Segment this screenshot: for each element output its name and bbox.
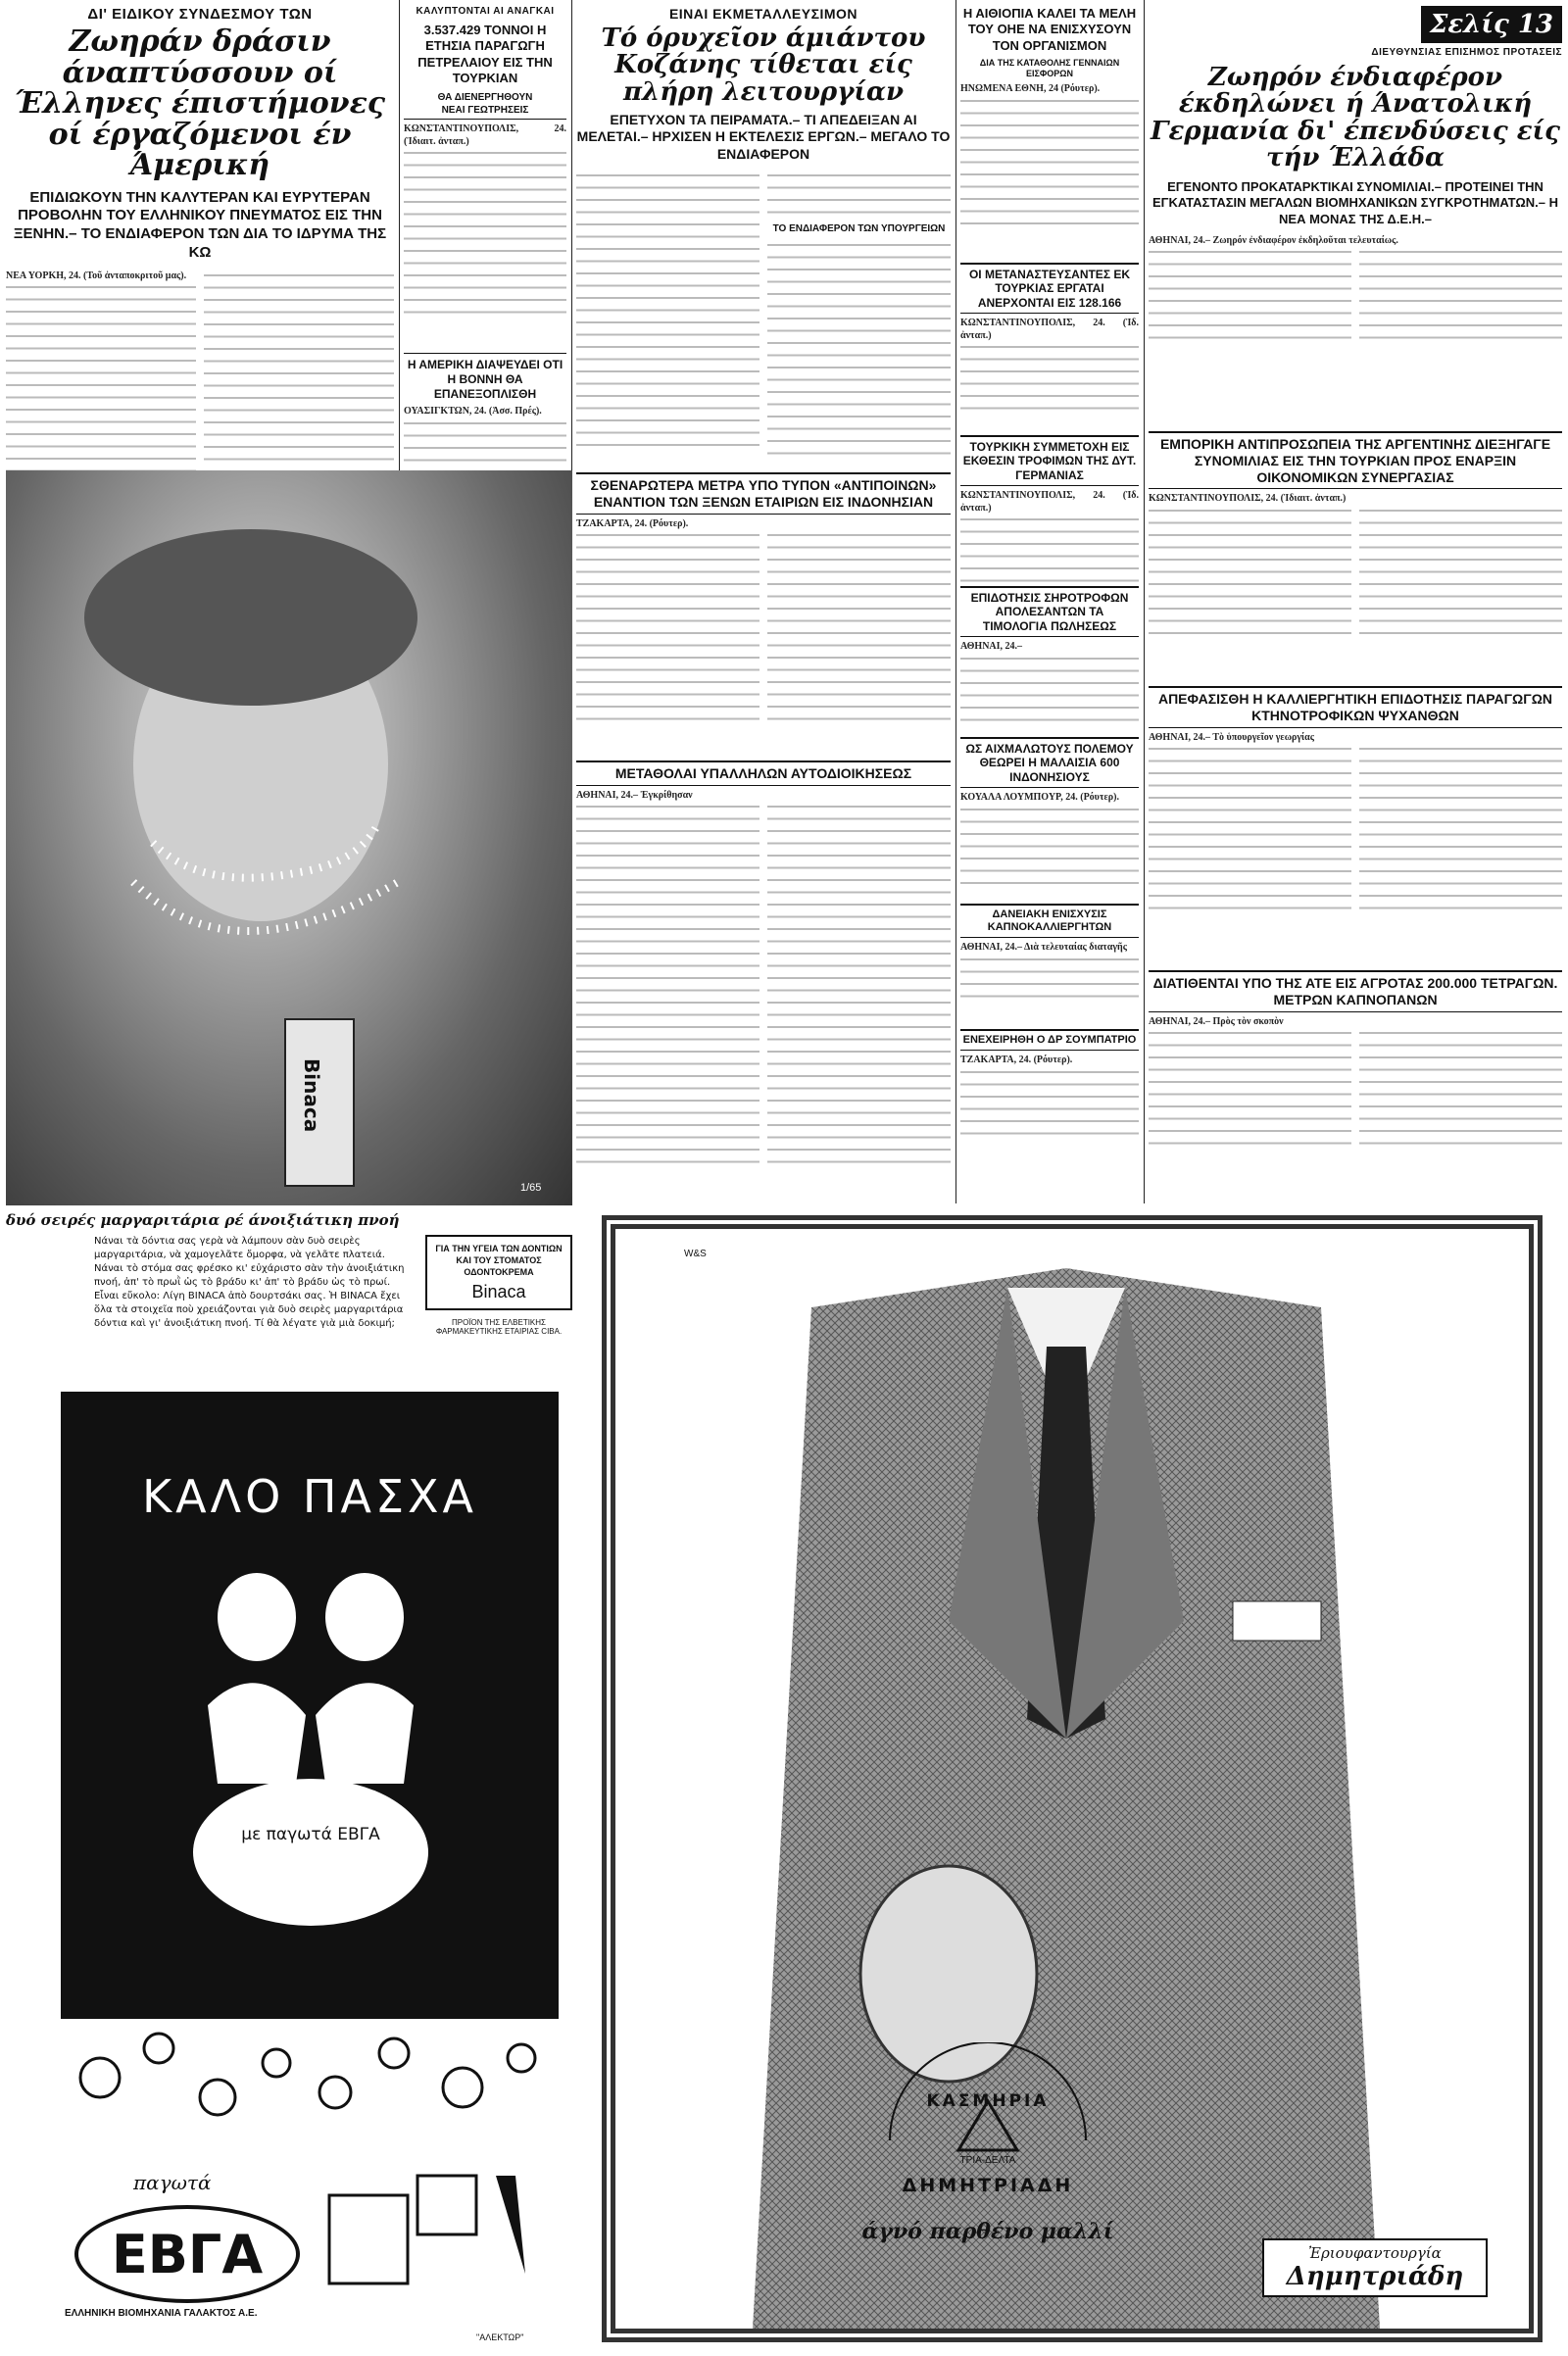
article-subhead: ΕΓΕΝΟΝΤΟ ΠΡΟΚΑΤΑΡΚΤΙΚΑΙ ΣΥΝΟΜΙΛΙΑΙ.– ΠΡΟΤΕΙΝΕΙ ΤΗΝ ΕΓΚΑΤΑΣΤΑΣΙΝ ΜΕΓΑΛΩΝ ΒΙΟΜΗΧΑΝΙΚΩΝ ΣΥΓΚΡΟΤΗΜΑΤΩΝ.– Η ΝΕΑ ΜΟΝΑΣ ΤΗΣ Δ.Ε.Η.– bbox=[1152, 179, 1558, 226]
article-sumpatrio bbox=[960, 1029, 1139, 1176]
article-headline: ΜΕΤΑΘΟΛΑΙ ΥΠΑΛΛΗΛΩΝ ΑΥΤΟΔΙΟΙΚΗΣΕΩΣ bbox=[576, 761, 951, 786]
article-america-bonn bbox=[404, 353, 566, 470]
article-body-placeholder bbox=[960, 805, 1139, 888]
article-headline: ΕΜΠΟΡΙΚΗ ΑΝΤΙΠΡΟΣΩΠΕΙΑ ΤΗΣ ΑΡΓΕΝΤΙΝΗΣ ΔΙΕΞΗΓΑΓΕ ΣΥΝΟΜΙΛΙΑΣ ΕΙΣ ΤΗΝ ΤΟΥΡΚΙΑΝ ΠΡΟΣ ΕΝΑΡΞΙΝ ΟΙΚΟΝΟΜΙΚΩΝ ΣΥΝΕΡΓΑΣΙΑΣ bbox=[1149, 431, 1562, 489]
article-body-placeholder bbox=[960, 342, 1139, 416]
binaca-box-text: ΓΙΑ ΤΗΝ ΥΓΕΙΑ ΤΩΝ ΔΟΝΤΙΩΝ ΚΑΙ ΤΟΥ ΣΤΟΜΑΤΟΣ ΟΔΟΝΤΟΚΡΕΜΑ bbox=[435, 1244, 563, 1277]
kasmiria-brand-bottom: ΔΗΜΗΤΡΙΑΔΗ bbox=[902, 2175, 1074, 2196]
binaca-body: Νάναι τὰ δόντια σας γερὰ νὰ λάμπουν σὰν δυὸ σειρὲς μαργαριτάρια, νὰ χαμογελᾶτε ὄμορφα, νὰ γελᾶτε πλατειά. Νάναι τὸ στόμα σας φρέσκο κι' εὐχάριστο σὰν τὴν ἀνοιξιάτικη πνοή, ἀπ' τὸ πρωῒ ὡς τὸ βράδυ κι' ἀπ' τὸ βράδυ ὡς τὸ πρωί. Εἶναι εὔκολο: Λίγη BINACA ἀπὸ δουρτσάκι σας. Ἡ BINACA ἔχει ὅλα τὰ στοιχεῖα ποὺ χρειάζονται γιὰ δυὸ σειρὲς μαργαριτάρια δόντια καὶ γι' ἀνοιξιάτικη πνοή. Τί θὰ λέγατε γιὰ μιὰ δοκιμή; bbox=[94, 1236, 405, 1329]
binaca-photo bbox=[6, 470, 572, 1205]
article-headline: ΔΑΝΕΙΑΚΗ ΕΝΙΣΧΥΣΙΣ ΚΑΠΝΟΚΑΛΛΙΕΡΓΗΤΩΝ bbox=[960, 904, 1139, 938]
page-label: Σελίς 13 bbox=[1429, 10, 1554, 39]
article-subhead-1: ΘΑ ΔΙΕΝΕΡΓΗΘΟΥΝ bbox=[437, 92, 533, 103]
article-scientists bbox=[6, 6, 394, 466]
article-headline: Ζωηράν δράσιν άναπτύσσουν οί Έλληνες έπιστήμονες οί έργαζόμενοι έν Άμερική bbox=[14, 25, 386, 182]
article-kicker: ΚΑΛΥΠΤΟΝΤΑΙ ΑΙ ΑΝΑΓΚΑΙ bbox=[416, 6, 555, 17]
article-headline: 3.537.429 ΤΟΝΝΟΙ Η ΕΤΗΣΙΑ ΠΑΡΑΓΩΓΗ ΠΕΤΡΕΛΑΙΟΥ ΕΙΣ ΤΗΝ ΤΟΥΡΚΙΑΝ bbox=[417, 23, 553, 85]
article-dateline: ΑΘΗΝΑΙ, 24.– Ζωηρόν ἐνδιαφέρον ἐκδηλοῦται τελευταίως. bbox=[1149, 234, 1398, 246]
article-dateline: ΗΝΩΜΕΝΑ ΕΘΝΗ, 24 (Ρόυτερ). bbox=[960, 83, 1101, 95]
article-inner-head: ΤΟ ΕΝΔΙΑΦΕΡΟΝ ΤΩΝ ΥΠΟΥΡΓΕΙΩΝ bbox=[772, 223, 946, 235]
woman-portrait-illustration bbox=[6, 470, 572, 1205]
article-body-placeholder bbox=[960, 1067, 1139, 1141]
binaca-brand: Binaca bbox=[471, 1282, 526, 1301]
article-kicker: ΕΙΝΑΙ ΕΚΜΕΤΑΛΛΕΥΣΙΜΟΝ bbox=[668, 6, 858, 22]
photo-code: 1/65 bbox=[520, 1182, 542, 1194]
evga-headline: ΚΑΛΟ ΠΑΣΧΑ bbox=[141, 1470, 478, 1523]
article-body-placeholder bbox=[1149, 744, 1351, 910]
ice-cream-products-illustration bbox=[319, 2136, 545, 2293]
kasmiria-brand-top: ΚΑΣΜΗΡΙΑ bbox=[926, 2091, 1050, 2111]
article-body-placeholder bbox=[204, 270, 394, 491]
kasmiria-signature-big: Δημητριάδη bbox=[1286, 2262, 1464, 2291]
article-body-placeholder bbox=[1359, 1028, 1562, 1146]
binaca-footer: ΠΡΟΪΟΝ ΤΗΣ ΕΛΒΕΤΙΚΗΣ ΦΑΡΜΑΚΕΥΤΙΚΗΣ ΕΤΑΙΡΙΑΣ CIBA. bbox=[435, 1318, 563, 1336]
article-body-placeholder bbox=[1359, 247, 1562, 345]
kasmiria-emblem bbox=[870, 2042, 1105, 2238]
article-headline: ΕΝΕΧΕΙΡΗΘΗ Ο ΔΡ ΣΟΥΜΠΑΤΡΙΟ bbox=[960, 1029, 1139, 1051]
ad-kasmiria bbox=[602, 1215, 1543, 2342]
article-body-placeholder bbox=[576, 530, 760, 726]
tube-label: Binaca bbox=[300, 1058, 323, 1133]
masthead-note: ΔΙΕΥΘΥΝΣΙΑΣ ΕΠΙΣΗΜΟΣ ΠΡΟΤΑΣΕΙΣ bbox=[1371, 47, 1562, 58]
article-dateline: ΚΩΝΣΤΑΝΤΙΝΟΥΠΟΛΙΣ, 24. (Ἰδιαιτ. ἀνταπ.) bbox=[1149, 493, 1347, 505]
article-body-placeholder bbox=[1149, 1028, 1351, 1146]
kasmiria-slogan: άγνό παρθένο μαλλί bbox=[861, 2219, 1114, 2244]
article-dateline: ΑΘΗΝΑΙ, 24.– Ἐγκρίθησαν bbox=[576, 789, 693, 801]
article-kicker: ΔΙ' ΕΙΔΙΚΟΥ ΣΥΝΔΕΣΜΟΥ ΤΩΝ bbox=[87, 6, 313, 23]
page-label-box bbox=[1421, 6, 1562, 43]
children-silhouette-illustration bbox=[61, 1392, 559, 2019]
article-body-placeholder bbox=[960, 96, 1139, 228]
article-headline: ΑΠΕΦΑΣΙΣΘΗ Η ΚΑΛΛΙΕΡΓΗΤΙΚΗ ΕΠΙΔΟΤΗΣΙΣ ΠΑΡΑΓΩΓΩΝ ΚΤΗΝΟΤΡΟΦΙΚΩΝ ΨΥΧΑΝΘΩΝ bbox=[1149, 686, 1562, 728]
ad-binaca-copy bbox=[6, 1211, 572, 1383]
article-subsidy bbox=[1149, 686, 1562, 965]
article-dateline: ΚΟΥΑΛΑ ΛΟΥΜΠΟΥΡ, 24. (Ρόυτερ). bbox=[960, 792, 1119, 804]
article-body-placeholder bbox=[767, 802, 951, 1164]
article-body-placeholder bbox=[767, 240, 951, 456]
article-body-placeholder bbox=[404, 418, 566, 467]
article-subhead: ΕΠΙΔΙΩΚΟΥΝ ΤΗΝ ΚΑΛΥΤΕΡΑΝ ΚΑΙ ΕΥΡΥΤΕΡΑΝ ΠΡΟΒΟΛΗΝ ΤΟΥ ΕΛΛΗΝΙΚΟΥ ΠΝΕΥΜΑΤΟΣ ΕΙΣ ΤΗΝ ΞΕΝΗΝ.– ΤΟ ΕΝΔΙΑΦΕΡΟΝ ΤΩΝ ΔΙΑ ΤΟ ΙΔΡΥΜΑ ΤΗΣ ΚΩ bbox=[13, 188, 387, 261]
article-body-placeholder bbox=[576, 802, 760, 1164]
article-transfers bbox=[576, 761, 951, 1182]
article-dateline: ΚΩΝΣΤΑΝΤΙΝΟΥΠΟΛΙΣ, 24. (Ἰδιαιτ. ἀνταπ.) bbox=[404, 123, 566, 147]
article-headline: ΤΟΥΡΚΙΚΗ ΣΥΜΜΕΤΟΧΗ ΕΙΣ ΕΚΘΕΣΙΝ ΤΡΟΦΙΜΩΝ ΤΗΣ ΔΥΤ. ΓΕΡΜΑΝΙΑΣ bbox=[960, 435, 1139, 486]
article-headline: Η ΑΜΕΡΙΚΗ ΔΙΑΨΕΥΔΕΙ ΟΤΙ Η ΒΟΝΝΗ ΘΑ ΕΠΑΝΕΞΟΠΛΙΣΘΗ bbox=[404, 353, 566, 402]
article-dateline: ΝΕΑ ΥΟΡΚΗ, 24. (Τοῦ ἀνταποκριτοῦ μας). bbox=[6, 270, 187, 281]
article-petroleum bbox=[404, 6, 566, 349]
article-dateline: ΚΩΝΣΤΑΝΤΙΝΟΥΠΟΛΙΣ, 24. (Ἰδ. ἀνταπ.) bbox=[960, 490, 1139, 514]
article-body-placeholder bbox=[576, 171, 760, 455]
evga-logo-text: ΕΒΓΑ bbox=[111, 2223, 264, 2285]
article-antipoints bbox=[576, 472, 951, 757]
article-loans bbox=[960, 904, 1139, 1026]
evga-credit: "ΑΛΕΚΤΩΡ" bbox=[476, 2332, 524, 2342]
article-food-exhibit bbox=[960, 435, 1139, 582]
article-headline: ΔΙΑΤΙΘΕΝΤΑΙ ΥΠΟ ΤΗΣ ΑΤΕ ΕΙΣ ΑΓΡΟΤΑΣ 200.000 ΤΕΤΡΑΓΩΝ. ΜΕΤΡΩΝ ΚΑΠΝΟΠΑΝΩΝ bbox=[1149, 970, 1562, 1012]
kasmiria-emblem-text: ΤΡΙΑ-ΔΕΛΤΑ bbox=[959, 2155, 1016, 2166]
article-body-placeholder bbox=[1359, 506, 1562, 643]
kasmiria-signature bbox=[1262, 2238, 1488, 2297]
binaca-box bbox=[425, 1235, 572, 1310]
article-body-placeholder bbox=[767, 171, 951, 220]
article-headline: ΩΣ ΑΙΧΜΑΛΩΤΟΥΣ ΠΟΛΕΜΟΥ ΘΕΩΡΕΙ Η ΜΑΛΑΙΣΙΑ 600 ΙΝΔΟΝΗΣΙΟΥΣ bbox=[960, 737, 1139, 788]
binaca-tagline: δυό σειρές μαργαριτάρια ρέ άνοιξιάτικη πνοή bbox=[6, 1211, 400, 1229]
article-dateline: ΑΘΗΝΑΙ, 24.– Τὸ ὑπουργεῖον γεωργίας bbox=[1149, 731, 1314, 743]
article-mine bbox=[576, 6, 951, 466]
evga-black-panel bbox=[61, 1392, 559, 2019]
article-dateline: ΑΘΗΝΑΙ, 24.– Διὰ τελευταίας διαταγῆς bbox=[960, 942, 1127, 954]
article-subhead-2: ΝΕΑΙ ΓΕΩΤΡΗΣΕΙΣ bbox=[404, 105, 566, 121]
article-body-placeholder bbox=[960, 654, 1139, 727]
article-headline: Η ΑΙΘΙΟΠΙΑ ΚΑΛΕΙ ΤΑ ΜΕΛΗ ΤΟΥ ΟΗΕ ΝΑ ΕΝΙΣΧΥΣΟΥΝ ΤΟΝ ΟΡΓΑΝΙΣΜΟΝ bbox=[962, 6, 1137, 53]
article-dateline: ΟΥΑΣΙΓΚΤΩΝ, 24. (Ἀσσ. Πρές). bbox=[404, 406, 542, 417]
article-dateline: ΑΘΗΝΑΙ, 24.– bbox=[960, 641, 1023, 653]
article-dateline: ΤΖΑΚΑΡΤΑ, 24. (Ρόυτερ). bbox=[576, 517, 689, 529]
article-headline: ΕΠΙΔΟΤΗΣΙΣ ΣΗΡΟΤΡΟΦΩΝ ΑΠΟΛΕΣΑΝΤΩΝ ΤΑ ΤΙΜΟΛΟΓΙΑ ΠΩΛΗΣΕΩΣ bbox=[960, 586, 1139, 637]
ad-evga bbox=[6, 1392, 572, 2352]
article-body-placeholder bbox=[404, 148, 566, 319]
article-ethiopia bbox=[960, 6, 1139, 256]
article-body-placeholder bbox=[960, 515, 1139, 588]
article-body-placeholder bbox=[767, 530, 951, 726]
article-body-placeholder bbox=[1359, 744, 1562, 910]
article-headline: ΣΘΕΝΑΡΩΤΕΡΑ ΜΕΤΡΑ ΥΠΟ ΤΥΠΟΝ «ΑΝΤΙΠΟΙΝΩΝ» ΕΝΑΝΤΙΟΝ ΤΩΝ ΞΕΝΩΝ ΕΤΑΙΡΙΩΝ ΕΙΣ ΙΝΔΟΝΗΣΙΑΝ bbox=[576, 472, 951, 515]
article-germany-invest bbox=[1149, 65, 1562, 417]
evga-company: ΕΛΛΗΝΙΚΗ ΒΙΟΜΗΧΑΝΙΑ ΓΑΛΑΚΤΟΣ Α.Ε. bbox=[65, 2308, 258, 2319]
article-headline: Ζωηρόν ένδιαφέρον έκδηλώνει ή Άνατολική Γερμανία δι' έπενδύσεις είς τήν Έλλάδα bbox=[1151, 63, 1560, 172]
article-subhead: ΔΙΑ ΤΗΣ ΚΑΤΑΘΟΛΗΣ ΓΕΝΝΑΙΩΝ ΕΙΣΦΟΡΩΝ bbox=[979, 57, 1120, 78]
corner-mark: W&S bbox=[684, 1249, 707, 1259]
article-headline: ΟΙ ΜΕΤΑΝΑΣΤΕΥΣΑΝΤΕΣ ΕΚ ΤΟΥΡΚΙΑΣ ΕΡΓΑΤΑΙ ΑΝΕΡΧΟΝΤΑΙ ΕΙΣ 128.166 bbox=[960, 263, 1139, 314]
evga-logo bbox=[74, 2205, 300, 2303]
article-body-placeholder bbox=[960, 955, 1139, 1004]
article-body-placeholder bbox=[1149, 247, 1351, 345]
evga-cloud-text: με παγωτά ΕΒΓΑ bbox=[241, 1825, 380, 1844]
article-body-placeholder bbox=[1149, 506, 1351, 643]
article-dateline: ΚΩΝΣΤΑΝΤΙΝΟΥΠΟΛΙΣ, 24. (Ἰδ. ἀνταπ.) bbox=[960, 318, 1139, 341]
article-dateline: ΤΖΑΚΑΡΤΑ, 24. (Ρόυτερ). bbox=[960, 1055, 1073, 1066]
article-ate bbox=[1149, 970, 1562, 1186]
evga-small-label: παγωτά bbox=[133, 2171, 212, 2194]
article-dateline: ΑΘΗΝΑΙ, 24.– Πρὸς τὸν σκοπὸν bbox=[1149, 1015, 1284, 1027]
article-headline: Τό όρυχεῖον άμιάντου Κοζάνης τίθεται είς πλήρη λειτουργίαν bbox=[601, 24, 926, 107]
article-argentina bbox=[1149, 431, 1562, 676]
kasmiria-signature-small: Ἐριουφαντουργία bbox=[1308, 2244, 1442, 2262]
article-migrants bbox=[960, 263, 1139, 431]
article-subhead: ΕΠΕΤΥΧΟΝ ΤΑ ΠΕΙΡΑΜΑΤΑ.– ΤΙ ΑΠΕΔΕΙΞΑΝ ΑΙ ΜΕΛΕΤΑΙ.– ΗΡΧΙΣΕΝ Η ΕΚΤΕΛΕΣΙΣ ΕΡΓΩΝ.– ΜΕΓΑΛΟ ΤΟ ΕΝΔΙΑΦΕΡΟΝ bbox=[576, 111, 951, 162]
article-prices bbox=[960, 586, 1139, 733]
article-pow bbox=[960, 737, 1139, 899]
